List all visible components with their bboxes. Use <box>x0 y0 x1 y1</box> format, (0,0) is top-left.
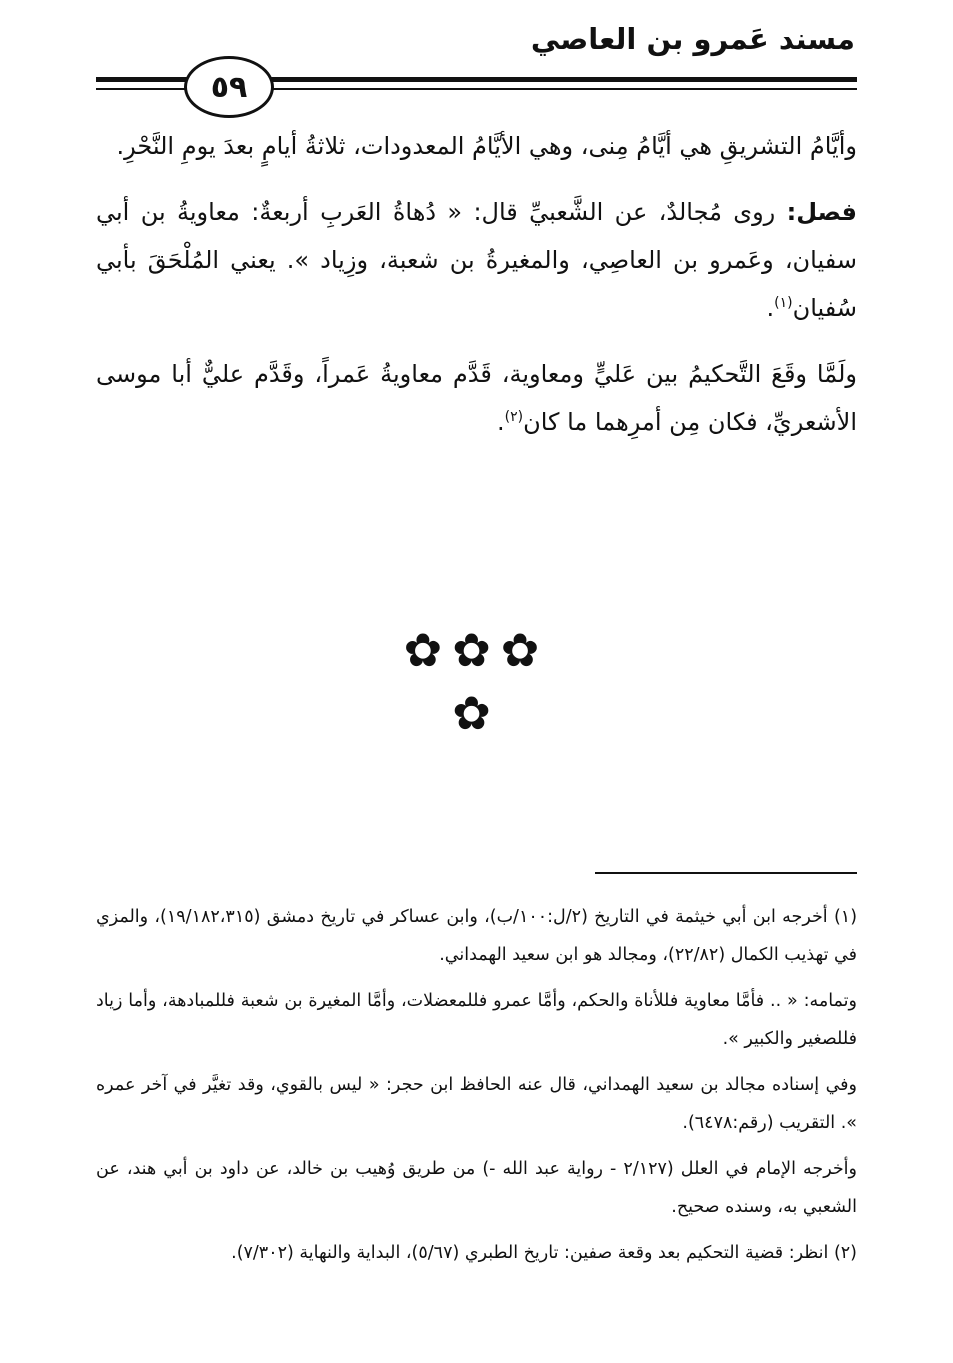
flower-ornament-icon-single: ✿ <box>452 686 501 740</box>
paragraph-fasl-text: روى مُجالدٌ، عن الشَّعبيِّ قال: « دُهاةُ العَربِ أربعةٌ: معاويةُ بن أبي سفيان، وعَمرو بن العاصِي، والمغيرةُ بن شعبة، وزِياد ». يعني المُلْحَقَ بأبي سُفيان <box>96 198 857 322</box>
footnote-ref-1[interactable]: (١) <box>774 295 793 311</box>
footnote-1-isnad: وفي إسناده مجالد بن سعيد الهمداني، قال عنه الحافظ ابن حجر: « ليس بالقوي، وقد تغيَّر في آخر عمره ». التقريب (رقم:٦٤٧٨). <box>96 1075 857 1133</box>
footnote-1-ilal: وأخرجه الإمام في العلل (٢/١٢٧ - رواية عبد الله -) من طريق وُهيب بن خالد، عن داود بن أبي هند، عن الشعبي به، وسنده صحيح. <box>96 1159 857 1217</box>
footnote-1-full-text: وتمامه: « .. فأمَّا معاوية فللأناة والحكم، وأمَّا عمرو فللمعضلات، وأمَّا المغيرة بن شعبة فللمبادهة، وأما زياد فللصغير والكبير ». <box>96 991 857 1049</box>
footnote-separator <box>595 872 857 874</box>
paragraph-fasl <box>96 188 857 332</box>
flower-ornament-icon: ✿✿✿ <box>403 623 550 677</box>
paragraph-tashriq-text: وأيَّامُ التشريقِ هي أيَّامُ مِنى، وهي الأيَّامُ المعدودات، ثلاثةُ أيامٍ بعدَ يومِ النَّحْرِ. <box>116 132 857 160</box>
section-lead-fasl: فصل: <box>786 198 857 226</box>
paragraph-fasl-end: . <box>766 294 775 322</box>
main-text <box>96 122 857 464</box>
footnote-1-sources: (١) أخرجه ابن أبي خيثمة في التاريخ (٢/ل:١٠٠/ب)، وابن عساكر في تاريخ دمشق (١٩/١٨٢،٣١٥)، والمزي في تهذيب الكمال (٢٢/٨٢)، ومجالد هو ابن سعيد الهمداني. <box>96 907 858 965</box>
paragraph-tahkim-end: . <box>497 408 505 436</box>
page-number: ٥٩ <box>184 56 274 118</box>
footnotes <box>96 898 857 1280</box>
footnote-ref-2[interactable]: (٢) <box>504 409 524 425</box>
running-header-title: مسند عَمرو بن العاصي <box>530 22 855 56</box>
paragraph-tahkim-text: ولَمَّا وقَعَ التَّحكيمُ بين عَليٍّ ومعاوية، قَدَّم معاويةُ عَمراً، وقَدَّم عليٌّ أبا موسى الأشعريِّ، فكان مِن أمرِهما ما كان <box>96 360 857 436</box>
paragraph-tahkim <box>96 350 857 446</box>
paragraph-tashriq <box>96 122 857 170</box>
footnote-2: (٢) انظر: قضية التحكيم بعد وقعة صفين: تاريخ الطبري (٥/٦٧)، البداية والنهاية (٧/٣٠٢). <box>231 1243 857 1263</box>
